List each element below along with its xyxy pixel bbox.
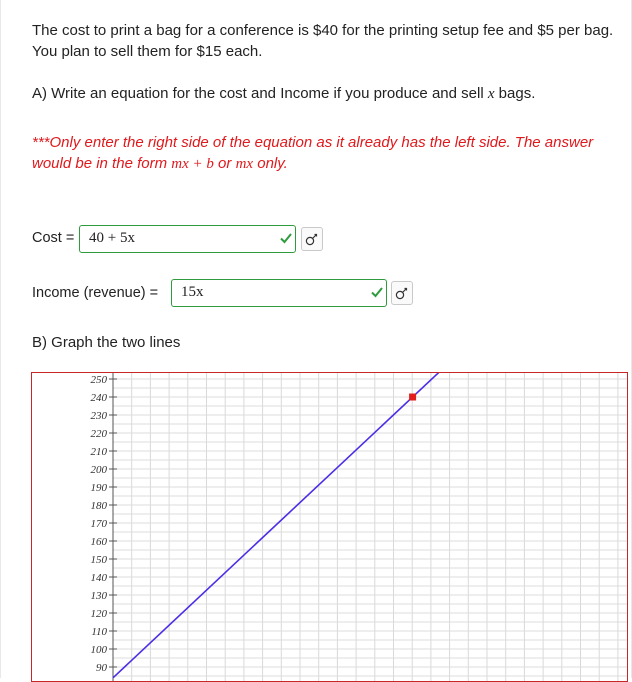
correct-check-icon [370, 285, 384, 299]
y-tick-label: 150 [90, 554, 107, 566]
y-axis [109, 373, 117, 682]
y-tick-label: 250 [90, 374, 107, 386]
correct-check-icon [279, 231, 293, 245]
series-line-income[interactable] [113, 373, 456, 678]
graph-point-handle[interactable] [409, 394, 416, 401]
y-tick-label: 190 [90, 482, 107, 494]
grid [113, 373, 628, 682]
y-tick-label: 120 [90, 608, 107, 620]
graph-area[interactable] [31, 372, 628, 682]
y-tick-label: 160 [90, 536, 107, 548]
income-label: Income (revenue) = [32, 285, 159, 301]
note-text: ***Only enter the right side of the equation as it already has the left side. The answer would be in the form [32, 134, 594, 172]
points[interactable] [409, 394, 416, 401]
y-tick-label: 220 [90, 428, 107, 440]
y-tick-label: 90 [96, 662, 107, 674]
cost-input-value: 40 + 5x [89, 230, 135, 246]
y-tick-label: 170 [90, 518, 107, 530]
y-tick-label: 110 [91, 626, 107, 638]
note-form-2: mx [235, 156, 254, 172]
part-a-prompt [32, 83, 617, 105]
y-tick-label: 230 [90, 410, 107, 422]
y-tick-label: 180 [90, 500, 107, 512]
income-input[interactable] [171, 279, 387, 307]
y-tick-labels [91, 374, 108, 674]
cost-label: Cost = [32, 230, 75, 246]
symbol-keypad-icon [392, 282, 412, 304]
equation-editor-button[interactable] [301, 227, 323, 251]
y-tick-label: 130 [90, 590, 107, 602]
y-tick-label: 140 [90, 572, 107, 584]
y-tick-label: 210 [90, 446, 107, 458]
income-input-value: 15x [181, 284, 204, 300]
instruction-note [32, 132, 617, 175]
note-form-1: mx + b [171, 156, 214, 172]
note-end: only. [253, 155, 288, 172]
series[interactable] [113, 373, 456, 678]
y-tick-label: 200 [90, 464, 107, 476]
part-a-prefix: A) Write an equation for the cost and Income if you produce and sell [32, 85, 488, 102]
symbol-keypad-icon [302, 228, 322, 250]
part-a-suffix: bags. [494, 85, 536, 102]
graph-canvas[interactable] [32, 373, 628, 682]
cost-input[interactable] [79, 225, 296, 253]
part-b-prompt: B) Graph the two lines [32, 334, 181, 351]
y-tick-label: 100 [90, 644, 107, 656]
equation-editor-button[interactable] [391, 281, 413, 305]
problem-statement: The cost to print a bag for a conference is $40 for the printing setup fee and $5 per bag. You plan to sell them for $15 each. [32, 22, 614, 60]
part-a-variable: x [487, 86, 495, 102]
y-tick-label: 240 [90, 392, 107, 404]
note-mid: or [213, 155, 236, 172]
